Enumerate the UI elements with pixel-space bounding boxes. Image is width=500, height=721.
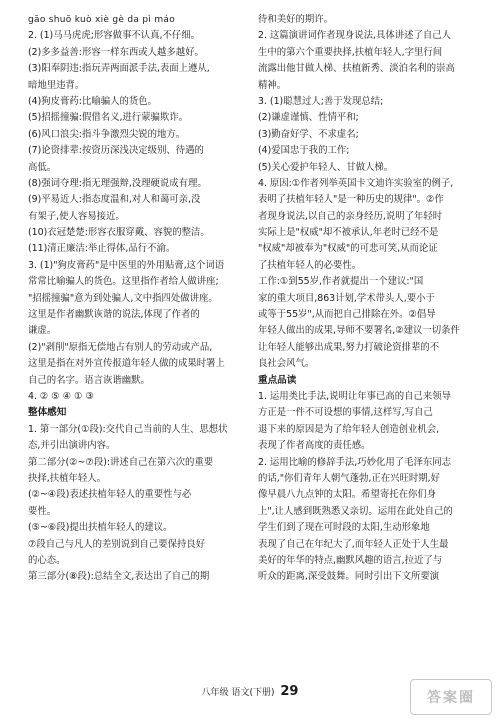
left-text-line: 2. (1)马马虎虎;形容做事不认真,不仔细。 [28,30,200,42]
left-text-line: 4. ② ⑤ ④ ① ③ [28,390,94,402]
left-text-line: gāo shuō kuò xiè gè da pì máo [28,15,176,25]
left-text-line: (2)"剥削"原指无偿地占有别人的劳动或产品, [28,341,213,353]
right-text-line: 生中的第六个重要抉择,扶植年轻人,字里行间 [258,46,443,58]
right-text-line: 像早晨八九点钟的太阳。希望寄托在你们身 [258,489,437,501]
left-text-line: 高低。 [28,161,57,173]
left-text-line: (6)风口浪尖:指斗争激烈尖锐的地方。 [28,128,186,140]
right-column [258,12,476,586]
right-text-line: 工作:①到55岁,作者就提出一个建议:"国 [258,276,424,288]
right-text-line: 1. 运用类比手法,说明让年事已高的自己来领导 [258,390,452,402]
section-heading: 重点品读 [258,374,297,386]
right-text-line: 美好的年华的特点,幽默风趣的语言,拉近了与 [258,554,443,566]
right-text-line: 3. (1)聪慧过人;善于发现总结; [258,95,384,107]
left-text-line: 这里是指在对外宣传报道年轻人做的成果时署上 [28,358,225,370]
right-text-line: 了扶植年轻人的必要性。 [258,259,362,271]
right-text-line: 年轻人做出的成果,导师不要署名,②建议一切条件 [258,325,460,337]
right-text-line: 4. 原因:①作者列举英国卡文迪许实验室的例子, [258,177,454,189]
left-text-line: 抉择,扶植年轻人。 [28,472,106,484]
right-text-line: 表现了作者高度的责任感。 [258,440,371,452]
right-text-line: 家的重大项目,863计划,学术带头人,要小于 [258,292,435,304]
right-text-line: (4)爱国忠于我的工作; [258,145,350,157]
left-text-line: (10)衣冠楚楚:形容衣服穿戴、容貌的整洁。 [28,227,210,239]
watermark-logo [410,679,492,715]
right-text-line: (5)关心爱护年轻人、甘做人梯。 [258,161,394,173]
left-text-line: 态,并引出演讲内容。 [28,440,116,452]
right-text-line: 表现了自己在年纪大了,而年轻人正处于人生最 [258,538,449,550]
right-text-line: (2)谦虚谨慎、性情平和; [258,112,359,124]
left-text-line: 1. 第一部分(①段):交代自己当前的人生、思想状 [28,423,228,435]
right-text-line: 流露出他甘做人梯、扶植新秀、淡泊名利的崇高 [258,63,455,75]
right-text-line: 方正是一件不可设想的事情,这样写,写自己 [258,407,433,419]
left-text-line: 有架子,使人容易接近。 [28,210,125,222]
right-text-line: 的话,"你们青年人朝气蓬勃,正在兴旺时期,好 [258,472,441,484]
left-column [28,12,246,586]
left-text-line: (3)阳奉阴违:指玩弄两面派手法,表面上遵从, [28,63,210,75]
right-text-line: 上",让人感到既熟悉又亲切。运用在此处自己的 [258,505,453,517]
right-text-line: 2. 运用比喻的修辞手法,巧妙化用了毛泽东同志 [258,456,452,468]
right-text-line: 实际上是"权威"却不被承认,年老时已经不是 [258,227,439,239]
left-text-line: (4)狗皮膏药:比喻骗人的货色。 [28,95,157,107]
left-text-line: 谦虚。 [28,325,57,337]
page-number: 29 [280,684,299,699]
left-text-line: 这里是作者幽默诙谐的说法,体现了作者的 [28,309,200,321]
left-text-line: 常常比喻骗人的货色。这里指作者给人做讲座; [28,276,219,288]
left-text-line: 3. (1)"狗皮膏药"是中医里的外用贴膏,这个词语 [28,259,225,271]
left-text-line: (8)强词夺理:指无理强辩,没理硬说成有理。 [28,177,207,189]
right-text-line: 待和美好的期许。 [258,14,334,25]
right-text-line: 或等于55岁",从而把自己排除在外。②倡导 [258,309,436,321]
left-text-line: 暗地里违背。 [28,79,85,91]
right-text-line: 学生们到了现在可时段的太阳,生动形象地 [258,522,430,534]
right-text-line: (3)勤奋好学、不求虚名; [258,128,359,140]
left-text-line: 的心态。 [28,554,66,566]
right-text-line: 良社会风气。 [258,358,315,370]
right-text-line: 精神。 [258,79,287,91]
left-text-line: (②~④段)表述扶植年轻人的重要性与必 [28,489,192,501]
right-text-line: 表明了扶植年轻人"是一种历史的规律"。②作 [258,194,444,206]
left-text-line: (2)多多益善:形容一样东西或人越多越好。 [28,46,204,58]
left-text-line: (11)清正廉洁:举止得体,品行不渝。 [28,243,176,255]
left-text-line: "招摇撞骗"意为到处骗人,文中指四处做讲座。 [28,292,218,304]
left-text-line: 第二部分(②~⑦段):讲述自己在第六次的重要 [28,456,214,468]
left-text-line: (9)平易近人:指态度温和,对人和蔼可亲,没 [28,194,201,206]
left-text-line: (5)招摇撞骗:假借名义,进行蒙骗欺诈。 [28,112,189,124]
right-text-line: 者现身说法,以自己的亲身经历,说明了年轻时 [258,210,443,222]
right-text-line: 2. 这篇演讲词作者现身说法,具体讲述了自己人 [258,30,452,42]
left-text-line: 自己的名字。语言诙谐幽默。 [28,374,150,386]
footer-subject: 语文(下册) [231,688,275,698]
left-text-line: (7)论资排辈:按资历深浅决定级别、待遇的 [28,145,204,157]
left-text-line: 第三部分(⑧段):总结全文,表达出了自己的期 [28,571,210,583]
left-text-line: (⑤~⑥段)提出扶植年轻人的建议。 [28,522,173,534]
right-text-line: 退下来的原因是为了给年轻人创造创业机会, [258,423,440,435]
right-text-line: 让年轻人能够出成果,努力打破论资排辈的不 [258,341,440,353]
footer-grade: 八年级 [201,688,229,698]
right-text-line: 听众的距离,深受鼓舞。同时引出下文所要演 [258,571,440,583]
section-heading: 整体感知 [28,407,67,419]
left-text-line: ⑦段自己与凡人的差别说到自己要保持良好 [28,538,206,550]
left-text-line: 要性。 [28,505,57,517]
watermark-text: 答案圈 [427,690,475,706]
right-text-line: "权威"却被奉为"权威"的可悲可笑,从而论证 [258,243,438,255]
